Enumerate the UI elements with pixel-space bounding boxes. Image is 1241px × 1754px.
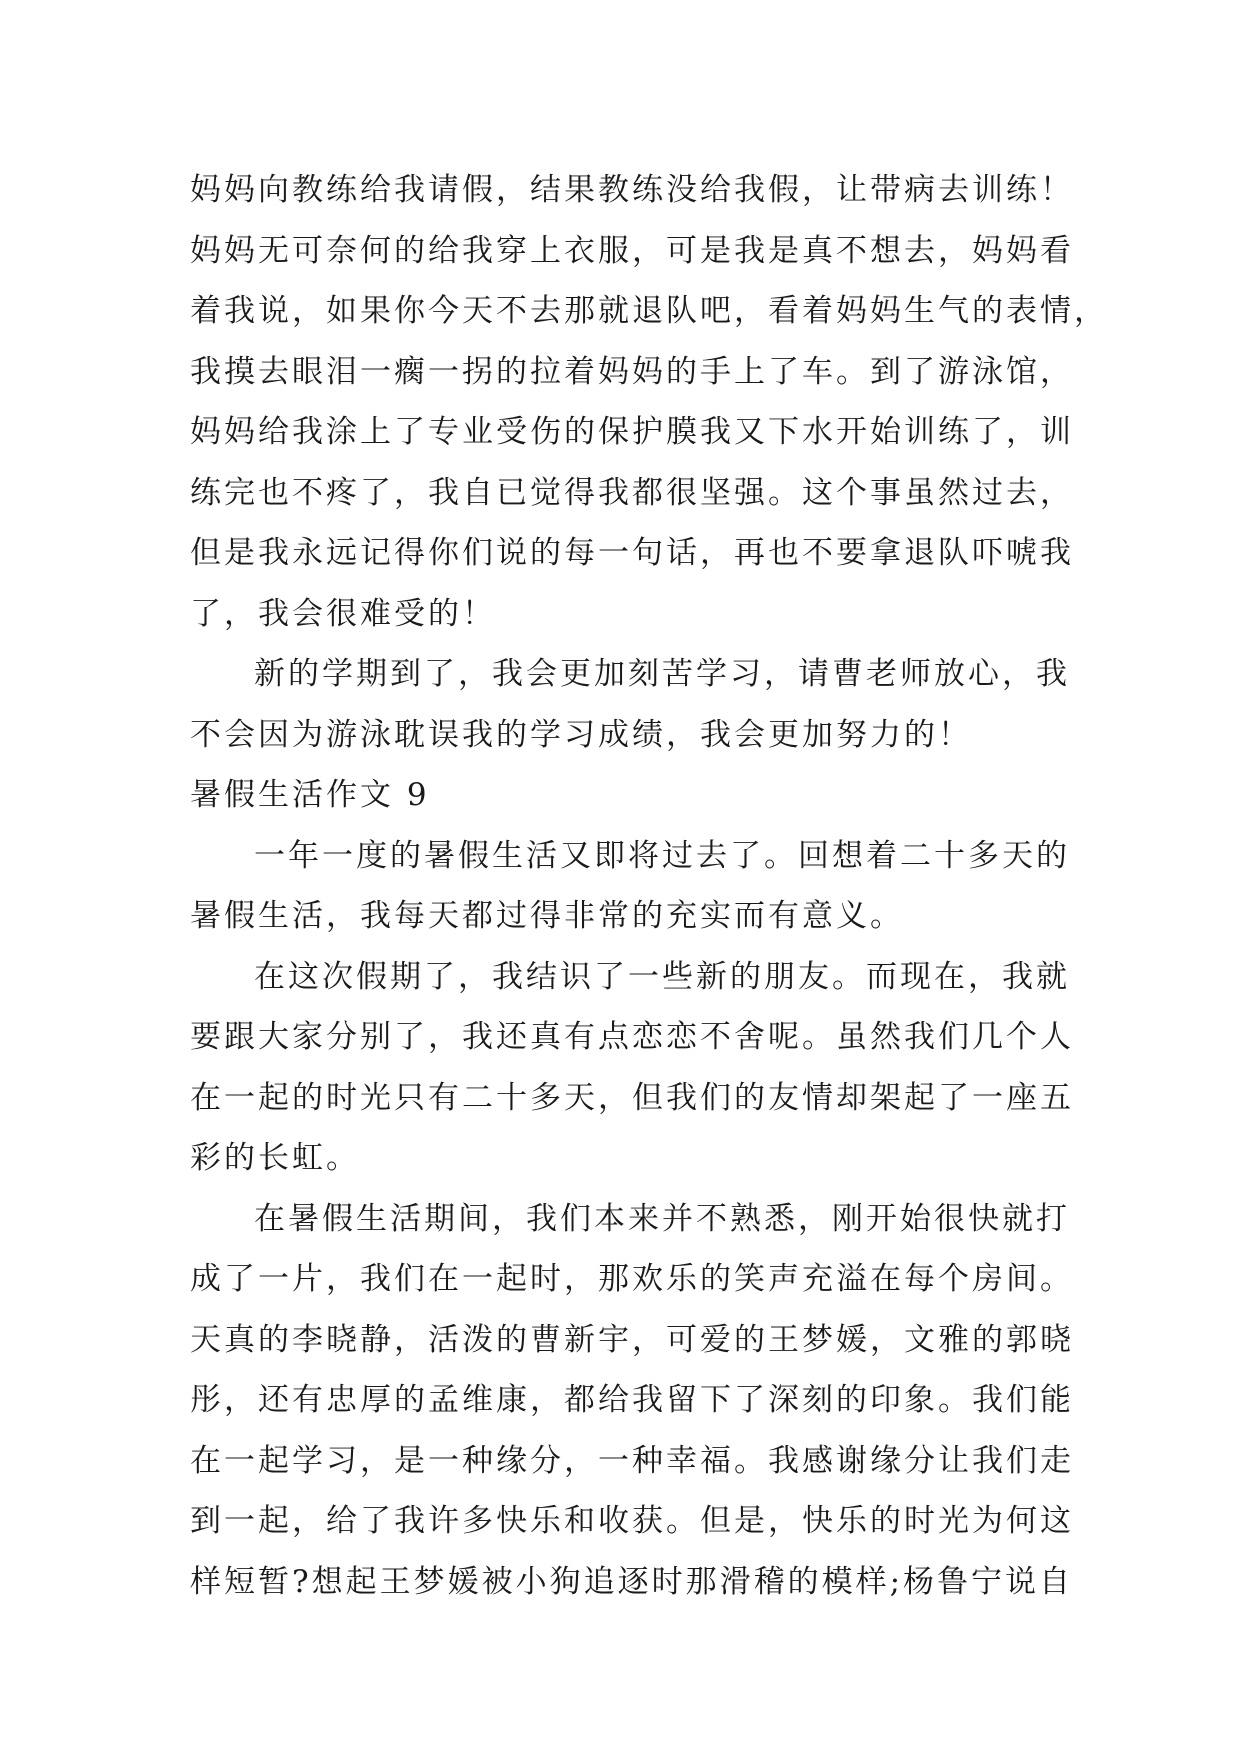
paragraph-line: 彩的长虹。 — [190, 1140, 360, 1176]
paragraph-first-line: 在暑假生活期间，我们本来并不熟悉，刚开始很快就打 — [254, 1200, 1070, 1237]
paragraph-first-line: 一年一度的暑假生活又即将过去了。回想着二十多天的 — [254, 837, 1070, 874]
paragraph-first-line: 在这次假期了，我结识了一些新的朋友。而现在，我就 — [254, 958, 1070, 995]
paragraph-line: 练完也不疼了，我自已觉得我都很坚强。这个事虽然过去， — [190, 474, 1074, 511]
paragraph-line: 不会因为游泳耽误我的学习成绩，我会更加努力的！ — [190, 716, 972, 753]
paragraph-line: 暑假生活，我每天都过得非常的充实而有意义。 — [190, 898, 904, 934]
paragraph-line: 我摸去眼泪一瘸一拐的拉着妈妈的手上了车。到了游泳馆， — [190, 353, 1074, 390]
paragraph-first-line: 新的学期到了，我会更加刻苦学习，请曹老师放心，我 — [254, 656, 1070, 692]
paragraph-line: 妈妈给我涂上了专业受伤的保护膜我又下水开始训练了，训 — [190, 414, 1074, 450]
paragraph-line: 成了一片，我们在一起时，那欢乐的笑声充溢在每个房间。 — [190, 1261, 1074, 1297]
paragraph-line: 着我说，如果你今天不去那就退队吧，看着妈妈生气的表情， — [190, 293, 1108, 329]
document-body — [190, 160, 1108, 1612]
paragraph-line: 妈妈向教练给我请假，结果教练没给我假，让带病去训练！ — [190, 172, 1074, 208]
paragraph-line: 了，我会很难受的！ — [190, 595, 496, 632]
paragraph-line: 到一起，给了我许多快乐和收获。但是，快乐的时光为何这 — [190, 1503, 1074, 1539]
paragraph-line: 妈妈无可奈何的给我穿上衣服，可是我是真不想去，妈妈看 — [190, 232, 1074, 269]
paragraph-line: 样短暂?想起王梦媛被小狗追逐时那滑稽的模样;杨鲁宁说自 — [190, 1563, 1074, 1600]
paragraph-line: 在一起的时光只有二十多天，但我们的友情却架起了一座五 — [190, 1079, 1074, 1116]
section-heading: 暑假生活作文 9 — [190, 777, 430, 813]
paragraph-line: 彤，还有忠厚的孟维康，都给我留下了深刻的印象。我们能 — [190, 1382, 1074, 1418]
paragraph-line: 但是我永远记得你们说的每一句话，再也不要拿退队吓唬我 — [190, 535, 1074, 571]
paragraph-line: 天真的李晓静，活泼的曹新宇，可爱的王梦媛，文雅的郭晓 — [190, 1321, 1074, 1358]
paragraph-line: 要跟大家分别了，我还真有点恋恋不舍呢。虽然我们几个人 — [190, 1019, 1074, 1055]
paragraph-line: 在一起学习，是一种缘分，一种幸福。我感谢缘分让我们走 — [190, 1442, 1074, 1479]
